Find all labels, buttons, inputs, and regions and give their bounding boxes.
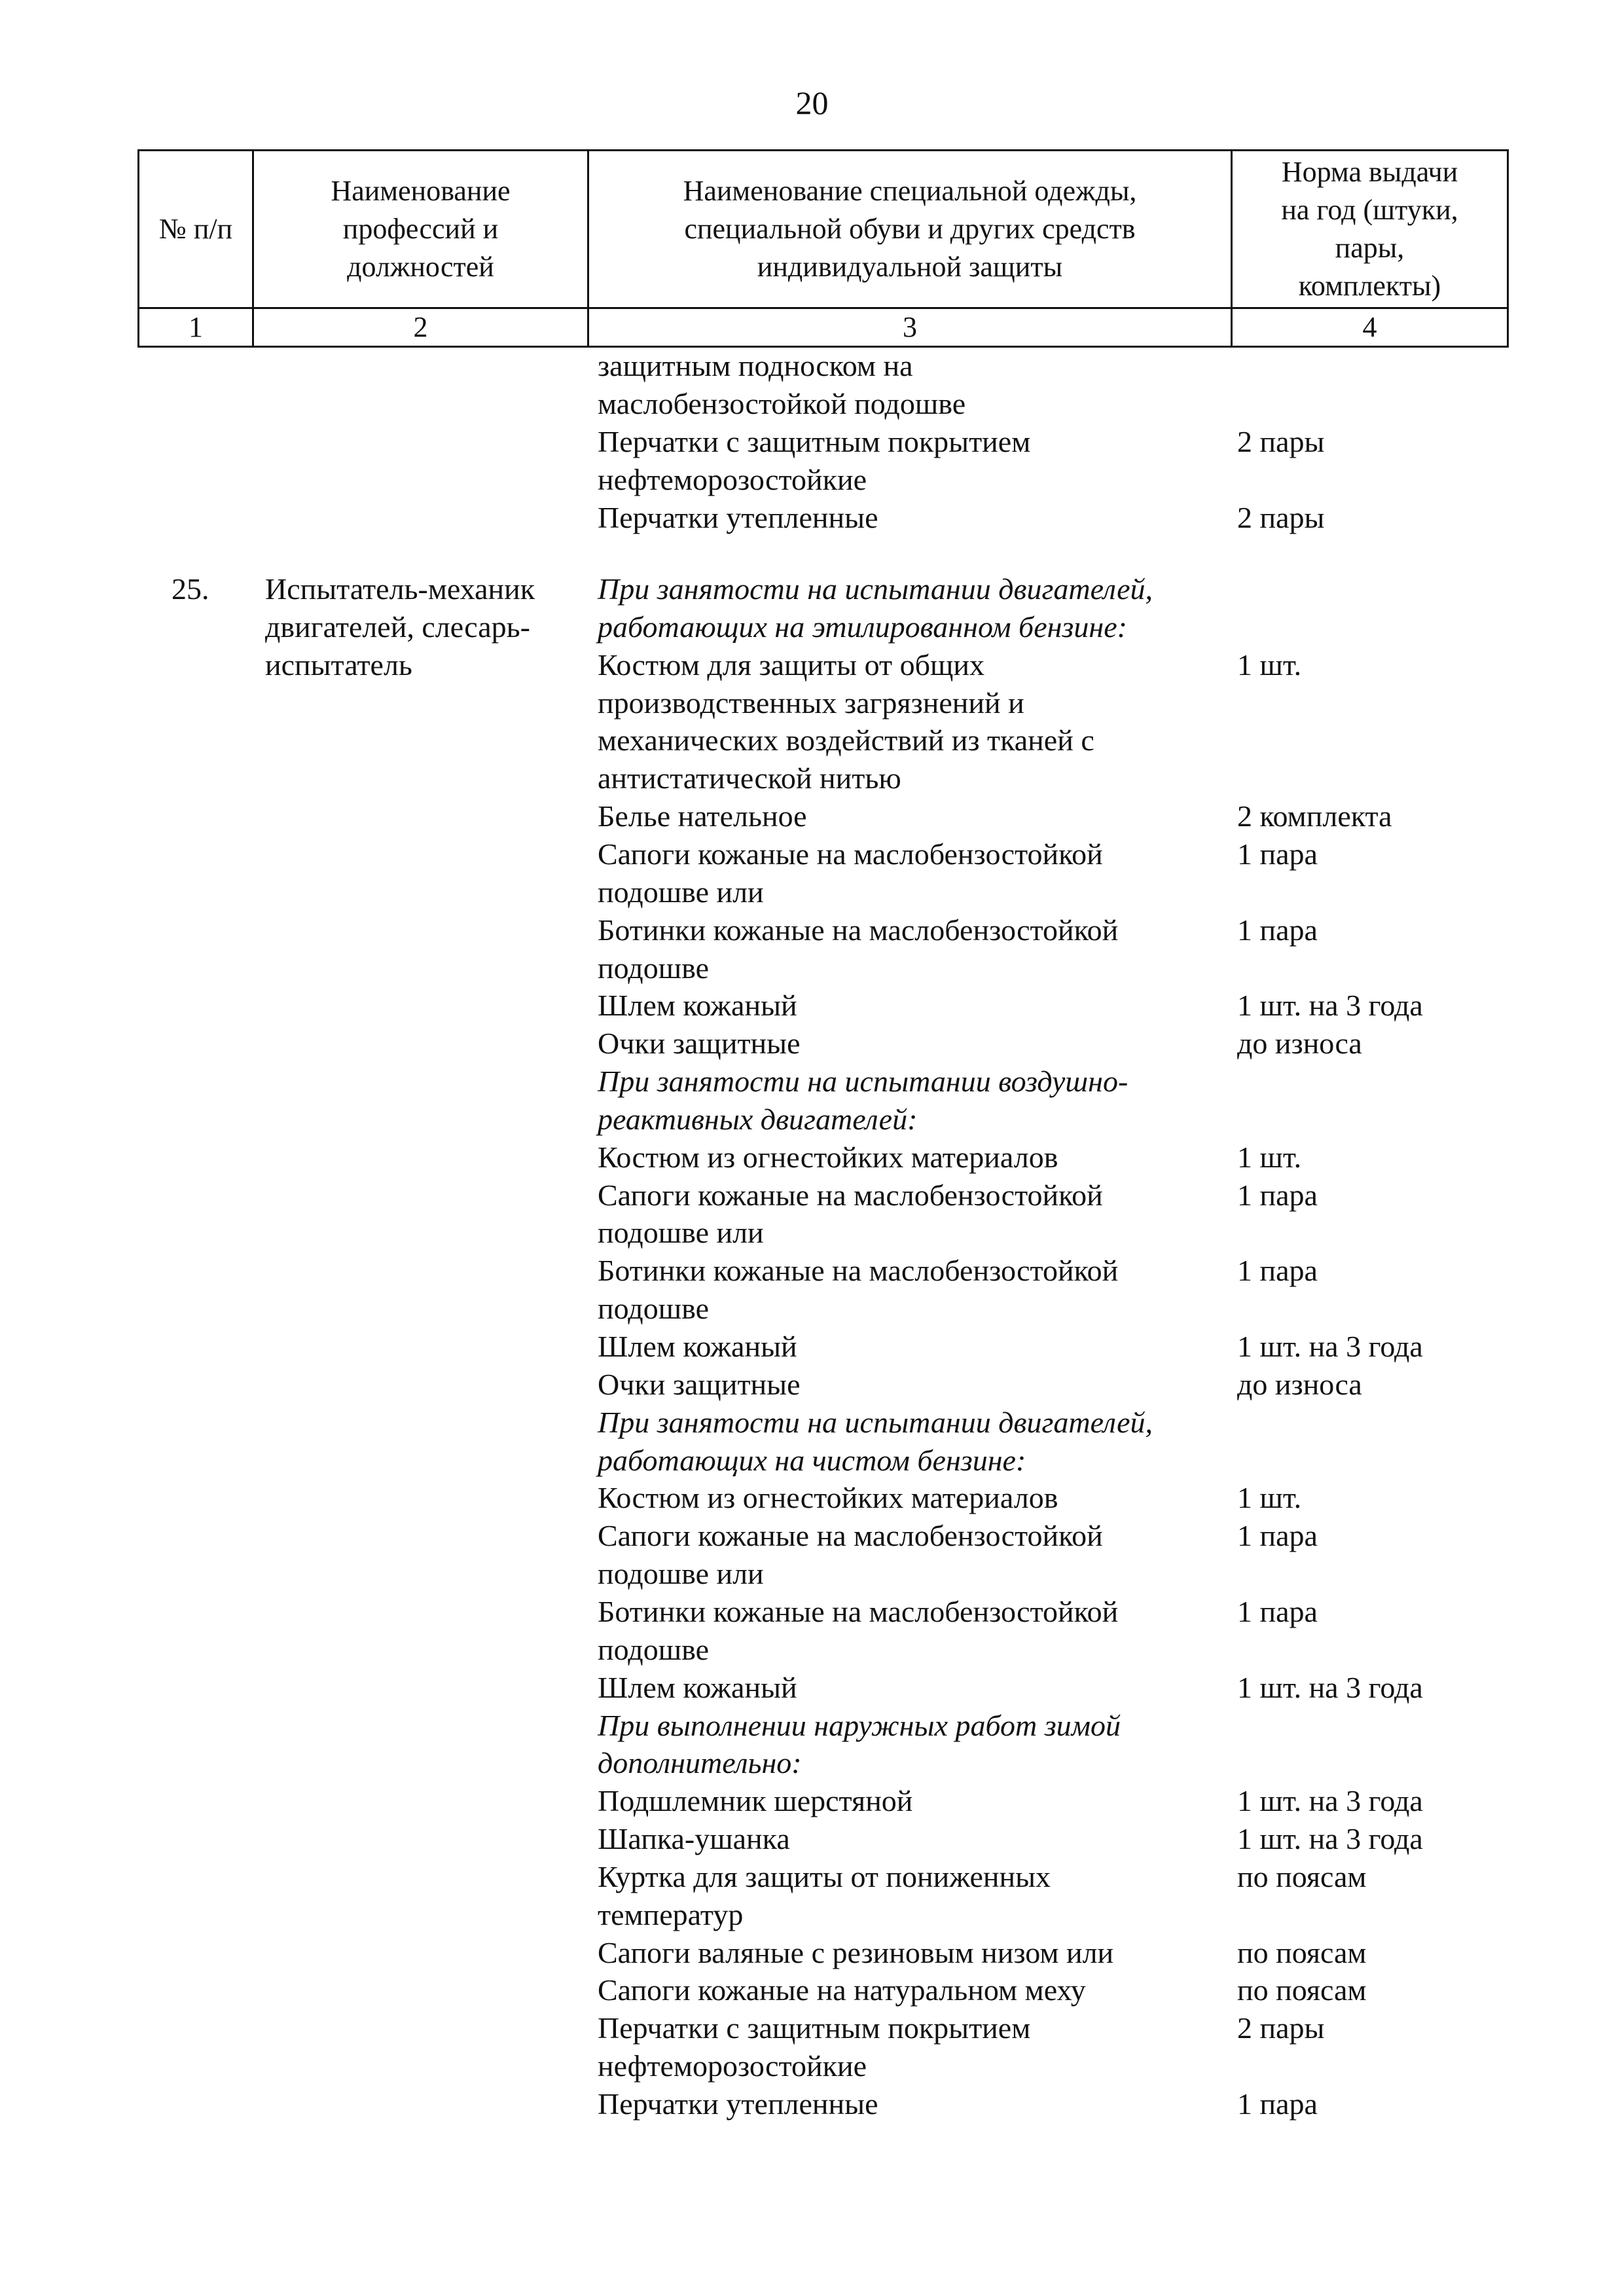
norm-value: до износа bbox=[1237, 1027, 1362, 1060]
norm-value: 1 пара bbox=[1237, 1178, 1318, 1212]
item-line: температур bbox=[598, 1898, 744, 1931]
norm-value: 1 шт. на 3 года bbox=[1237, 989, 1423, 1022]
norm-value: 1 шт. bbox=[1237, 1140, 1302, 1174]
profession-line: испытатель bbox=[265, 648, 412, 682]
item-line: Костюм из огнестойких материалов bbox=[598, 1481, 1058, 1514]
item-line: подошве или bbox=[598, 875, 764, 909]
item-line: Сапоги валяные с резиновым низом или bbox=[598, 1936, 1114, 1969]
norm-value: 1 шт. на 3 года bbox=[1237, 1671, 1423, 1704]
item-line: Шапка-ушанка bbox=[598, 1822, 790, 1855]
norm-value: 1 пара bbox=[1237, 1254, 1318, 1287]
section-heading: реактивных двигателей: bbox=[598, 1102, 918, 1136]
item-line: Сапоги кожаные на маслобензостойкой bbox=[598, 837, 1103, 871]
item-line: производственных загрязнений и bbox=[598, 686, 1024, 720]
col-number-3: 3 bbox=[588, 308, 1232, 347]
item-line: подошве или bbox=[598, 1557, 764, 1590]
norm-value: 1 пара bbox=[1237, 2087, 1318, 2121]
norm-value: 1 шт. bbox=[1237, 1481, 1302, 1514]
section-heading: работающих на этилированном бензине: bbox=[598, 610, 1127, 644]
item-line: подошве или bbox=[598, 1216, 764, 1249]
norm-value: 1 шт. на 3 года bbox=[1237, 1784, 1423, 1817]
profession-line: двигателей, слесарь- bbox=[265, 610, 530, 644]
item-line: Очки защитные bbox=[598, 1027, 801, 1060]
item-line: Шлем кожаный bbox=[598, 1671, 797, 1704]
item-line: Шлем кожаный bbox=[598, 1330, 797, 1363]
norm-value: по поясам bbox=[1237, 1860, 1367, 1893]
section-heading: При занятости на испытании двигателей, bbox=[598, 572, 1153, 606]
item-line: Перчатки с защитным покрытием bbox=[598, 2011, 1031, 2045]
norm-value: 1 пара bbox=[1237, 837, 1318, 871]
profession-line: Испытатель-механик bbox=[265, 572, 535, 606]
item-line: Костюм из огнестойких материалов bbox=[598, 1140, 1058, 1174]
norm-value: до износа bbox=[1237, 1368, 1362, 1401]
norm-value: 2 комплекта bbox=[1237, 799, 1392, 833]
norm-value: по поясам bbox=[1237, 1973, 1367, 2007]
section-heading: дополнительно: bbox=[598, 1746, 802, 1779]
item-line: подошве bbox=[598, 951, 709, 985]
col-number-2: 2 bbox=[253, 308, 588, 347]
item-line: подошве bbox=[598, 1633, 709, 1666]
continuation-item: защитным подноском на bbox=[598, 349, 913, 382]
item-line: нефтеморозостойкие bbox=[598, 2049, 867, 2083]
continuation-norm: 2 пары bbox=[1237, 501, 1325, 534]
item-line: Шлем кожаный bbox=[598, 989, 797, 1022]
norm-value: 1 пара bbox=[1237, 1519, 1318, 1552]
continuation-item: нефтеморозостойкие bbox=[598, 463, 867, 496]
norm-value: 1 шт. bbox=[1237, 648, 1302, 682]
col-number-1: 1 bbox=[139, 308, 253, 347]
item-line: Подшлемник шерстяной bbox=[598, 1784, 913, 1817]
item-line: Белье нательное bbox=[598, 799, 807, 833]
item-line: Сапоги кожаные на маслобензостойкой bbox=[598, 1178, 1103, 1212]
col-norm-header: Норма выдачи на год (штуки, пары, комплекты) bbox=[1232, 151, 1508, 308]
norm-value: 1 шт. на 3 года bbox=[1237, 1822, 1423, 1855]
item-line: Перчатки утепленные bbox=[598, 2087, 878, 2121]
col-number-header: № п/п bbox=[139, 151, 253, 308]
norm-value: 1 шт. на 3 года bbox=[1237, 1330, 1423, 1363]
section-heading: При занятости на испытании воздушно- bbox=[598, 1065, 1128, 1098]
item-line: Ботинки кожаные на маслобензостойкой bbox=[598, 1254, 1119, 1287]
item-line: Очки защитные bbox=[598, 1368, 801, 1401]
col-items-header: Наименование специальной одежды, специальной обуви и других средств индивидуальной защиты bbox=[588, 151, 1232, 308]
continuation-item: Перчатки утепленные bbox=[598, 501, 878, 534]
item-line: Куртка для защиты от пониженных bbox=[598, 1860, 1051, 1893]
item-line: Ботинки кожаные на маслобензостойкой bbox=[598, 913, 1119, 947]
entry-number: 25. bbox=[171, 572, 209, 606]
item-line: Сапоги кожаные на маслобензостойкой bbox=[598, 1519, 1103, 1552]
norm-value: 1 пара bbox=[1237, 913, 1318, 947]
item-line: подошве bbox=[598, 1292, 709, 1325]
continuation-item: маслобензостойкой подошве bbox=[598, 387, 966, 420]
item-line: антистатической нитью bbox=[598, 761, 901, 795]
norm-value: 2 пары bbox=[1237, 2011, 1325, 2045]
section-heading: работающих на чистом бензине: bbox=[598, 1444, 1026, 1477]
col-profession-header: Наименование профессий и должностей bbox=[253, 151, 588, 308]
item-line: Ботинки кожаные на маслобензостойкой bbox=[598, 1595, 1119, 1628]
continuation-norm: 2 пары bbox=[1237, 425, 1325, 458]
page-number: 20 bbox=[795, 84, 829, 121]
item-line: Костюм для защиты от общих bbox=[598, 648, 985, 682]
norm-value: по поясам bbox=[1237, 1936, 1367, 1969]
section-heading: При занятости на испытании двигателей, bbox=[598, 1406, 1153, 1439]
norm-value: 1 пара bbox=[1237, 1595, 1318, 1628]
item-line: Сапоги кожаные на натуральном меху bbox=[598, 1973, 1086, 2007]
section-heading: При выполнении наружных работ зимой bbox=[598, 1709, 1121, 1742]
continuation-item: Перчатки с защитным покрытием bbox=[598, 425, 1031, 458]
col-number-4: 4 bbox=[1232, 308, 1508, 347]
item-line: механических воздействий из тканей с bbox=[598, 723, 1094, 757]
